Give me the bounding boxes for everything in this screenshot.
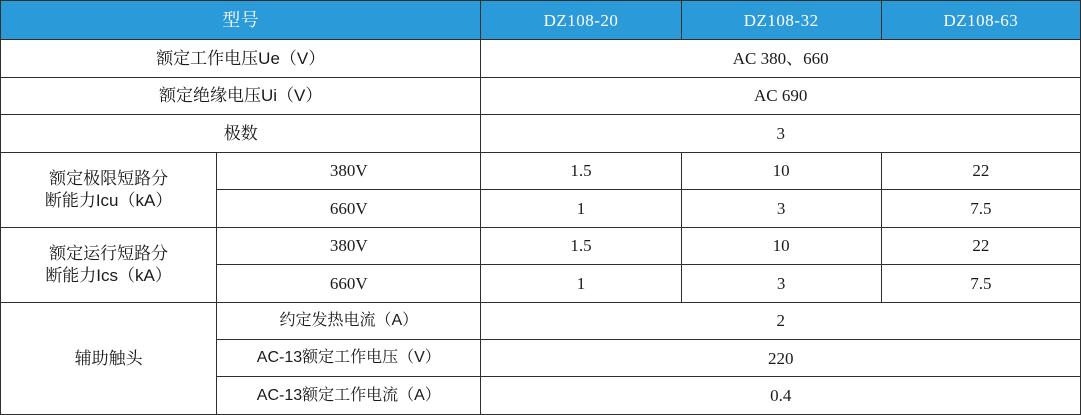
value-ics-380v-dz108-32: 10: [681, 227, 881, 264]
value-ac13-rated-current: 0.4: [481, 377, 1081, 415]
value-ics-660v-dz108-63: 7.5: [881, 265, 1080, 302]
sub-label-icu-660v: 660V: [217, 190, 481, 227]
value-icu-380v-dz108-63: 22: [881, 152, 1080, 189]
row-value-poles: 3: [481, 115, 1081, 152]
row-value-rated-insulation-voltage: AC 690: [481, 77, 1081, 114]
sub-label-ac13-rated-voltage: AC-13额定工作电压（V）: [217, 340, 481, 377]
group-label-ics-line1: 额定运行短路分: [49, 244, 169, 264]
table-row: [1, 302, 1081, 339]
value-ics-380v-dz108-20: 1.5: [481, 227, 681, 264]
table-row: [1, 40, 1081, 77]
sub-label-ac13-rated-current: AC-13额定工作电流（A）: [217, 377, 481, 415]
header-model-dz108-32: DZ108-32: [681, 1, 881, 40]
value-icu-660v-dz108-63: 7.5: [881, 190, 1080, 227]
group-label-ics: [1, 227, 217, 302]
header-model-dz108-63: DZ108-63: [881, 1, 1080, 40]
group-label-ics-line2: 断能力Ics（kA）: [45, 265, 172, 285]
sub-label-icu-380v: 380V: [217, 152, 481, 189]
row-label-poles: 极数: [1, 115, 481, 152]
value-icu-660v-dz108-32: 3: [681, 190, 881, 227]
table-header-row: [1, 1, 1081, 40]
table-row: [1, 115, 1081, 152]
header-model-label: 型号: [1, 1, 481, 40]
table-row: [1, 77, 1081, 114]
group-label-icu: [1, 152, 217, 227]
value-ac13-rated-voltage: 220: [481, 340, 1081, 377]
value-icu-380v-dz108-32: 10: [681, 152, 881, 189]
group-label-icu-line1: 额定极限短路分: [49, 169, 169, 189]
sub-label-conventional-heating-current: 约定发热电流（A）: [217, 302, 481, 339]
table-row: [1, 152, 1081, 189]
value-ics-660v-dz108-20: 1: [481, 265, 681, 302]
row-label-rated-working-voltage: 额定工作电压Ue（V）: [1, 40, 481, 77]
table-row: [1, 227, 1081, 264]
value-ics-660v-dz108-32: 3: [681, 265, 881, 302]
value-ics-380v-dz108-63: 22: [881, 227, 1080, 264]
row-label-rated-insulation-voltage: 额定绝缘电压Ui（V）: [1, 77, 481, 114]
header-model-dz108-20: DZ108-20: [481, 1, 681, 40]
value-conventional-heating-current: 2: [481, 302, 1081, 339]
row-value-rated-working-voltage: AC 380、660: [481, 40, 1081, 77]
sub-label-ics-660v: 660V: [217, 265, 481, 302]
group-label-auxiliary-contacts: 辅助触头: [1, 302, 217, 414]
group-label-icu-line2: 断能力Icu（kA）: [44, 190, 173, 210]
value-icu-660v-dz108-20: 1: [481, 190, 681, 227]
sub-label-ics-380v: 380V: [217, 227, 481, 264]
value-icu-380v-dz108-20: 1.5: [481, 152, 681, 189]
